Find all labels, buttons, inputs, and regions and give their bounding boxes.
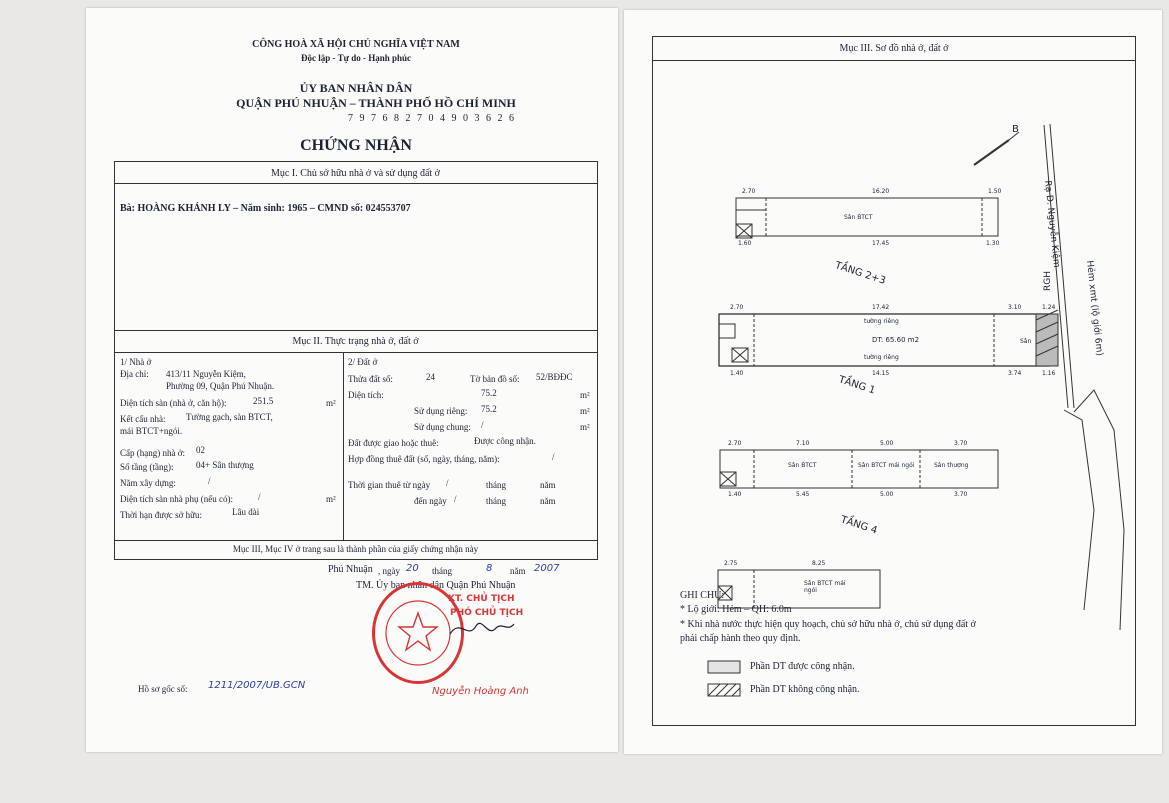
- map-label: Tờ bản đồ số:: [470, 374, 520, 384]
- dimension: 3.74: [1008, 370, 1022, 377]
- north-marker: B: [1012, 124, 1019, 135]
- legend-not-recognized: Phần DT không công nhận.: [750, 684, 860, 695]
- section-1-title: Mục I. Chủ sở hữu nhà ở và sử dụng đất ở: [271, 168, 440, 179]
- year-label: năm: [540, 480, 556, 490]
- notes-title: GHI CHÚ:: [680, 590, 725, 601]
- day-label: , ngày: [378, 566, 400, 576]
- role-2: PHÓ CHỦ TỊCH: [450, 608, 524, 618]
- address-value-2: Phường 09, Quận Phú Nhuận.: [166, 381, 275, 391]
- month-value: 8: [486, 563, 493, 574]
- unit: m²: [580, 422, 590, 432]
- notes-line-1: * Lộ giới: Hẻm – QH: 6.0m: [680, 604, 792, 615]
- land-heading: 2/ Đất ở: [348, 357, 378, 367]
- floors-label: Số tầng (tầng):: [120, 462, 174, 472]
- private-area-label: Sử dụng riêng:: [414, 406, 468, 416]
- grade-label: Cấp (hạng) nhà ở:: [120, 448, 185, 458]
- serial-number: 7 9 7 6 8 2 7 0 4 9 0 3 6 2 6: [348, 113, 516, 124]
- address-value: 413/11 Nguyễn Kiệm,: [166, 369, 246, 379]
- file-number: 1211/2007/UB.GCN: [208, 680, 306, 691]
- signature-scribble: [446, 614, 516, 642]
- allocation-label: Đất được giao hoặc thuê:: [348, 438, 439, 448]
- dimension: 3.10: [1008, 304, 1022, 311]
- dimension: 2.70: [730, 304, 744, 311]
- legend-recognized: Phần DT được công nhận.: [750, 661, 855, 672]
- certificate-title: CHỨNG NHẬN: [300, 137, 412, 154]
- year-label: năm: [510, 566, 526, 576]
- dimension: 1.24: [1042, 304, 1056, 311]
- dimension: 1.40: [728, 491, 742, 498]
- plan-label: Sân BTCT mái ngói: [804, 580, 846, 594]
- notes-line-2: * Khi nhà nước thực hiện quy hoạch, chủ sở hữu nhà ở, chủ sử dụng đất ở: [680, 619, 976, 630]
- term-label: Thời hạn được sở hữu:: [120, 510, 203, 520]
- rgh-label: RGH: [1043, 271, 1053, 291]
- dimension: 5.00: [880, 491, 894, 498]
- dimension: 17.42: [872, 304, 890, 311]
- dimension: 8.25: [812, 560, 826, 567]
- aux-area-label: Diện tích sàn nhà phụ (nếu có):: [120, 494, 233, 504]
- role-1: KT. CHỦ TỊCH: [448, 594, 515, 604]
- on-behalf: TM. Ủy ban nhân dân Quận Phú Nhuận: [356, 580, 516, 591]
- structure-value-2: mái BTCT+ngói.: [120, 426, 183, 436]
- dimension: 17.45: [872, 240, 890, 247]
- year-value: 2007: [534, 563, 560, 574]
- notes-line-3: phải chấp hành theo quy định.: [680, 633, 801, 644]
- lease-contract-label: Hợp đồng thuê đất (số, ngày, tháng, năm):: [348, 454, 500, 464]
- parcel-label: Thửa đất số:: [348, 374, 393, 384]
- month-label: tháng: [486, 480, 506, 490]
- dimension: 1.50: [988, 188, 1002, 195]
- dimension: 7.10: [796, 440, 810, 447]
- plan-area-label: DT: 65.60 m2: [872, 336, 920, 344]
- floor-23-title: TẦNG 2+3: [833, 260, 887, 287]
- section-note: Mục III, Mục IV ở trang sau là thành phần của giấy chứng nhận này: [232, 544, 479, 554]
- year-label: Năm xây dựng:: [120, 478, 176, 488]
- dimension: 14.15: [872, 370, 890, 377]
- lease-contract-value: /: [552, 452, 555, 462]
- dimension: 5.00: [880, 440, 894, 447]
- owner-info: Bà: HOÀNG KHÁNH LY – Năm sinh: 1965 – CMND số: 024553707: [120, 203, 411, 214]
- dimension: 3.70: [954, 491, 968, 498]
- lease-from-value: /: [446, 478, 449, 488]
- plan-label: tường riêng: [864, 318, 899, 325]
- sign-place: Phú Nhuận: [328, 564, 373, 575]
- year-label: năm: [540, 496, 556, 506]
- dimension: 2.75: [724, 560, 738, 567]
- shared-area-label: Sử dụng chung:: [414, 422, 471, 432]
- dimension: 2.70: [742, 188, 756, 195]
- plan-label: Sân: [1020, 338, 1032, 345]
- allocation-value: Được công nhận.: [474, 436, 536, 446]
- grade-value: 02: [196, 445, 205, 455]
- certificate-right-page: [624, 10, 1162, 754]
- floor-area-label: Diện tích sàn (nhà ở, căn hộ):: [120, 398, 227, 408]
- house-heading: 1/ Nhà ở: [120, 357, 152, 367]
- floor-1-title: TẦNG 1: [837, 374, 877, 397]
- structure-value: Tường gạch, sàn BTCT,: [186, 412, 273, 422]
- unit: m²: [580, 406, 590, 416]
- plan-label: Sân thượng: [934, 462, 969, 469]
- day-value: 20: [406, 563, 419, 574]
- plan-label: Sân BTCT mái ngói: [858, 462, 915, 469]
- section-2-title: Mục II. Thực trạng nhà ở, đất ở: [292, 336, 419, 347]
- unit: m²: [326, 398, 336, 408]
- committee-title: ỦY BAN NHÂN DÂN: [299, 81, 413, 95]
- lease-to-value: /: [454, 494, 457, 504]
- lease-to-label: đến ngày: [414, 496, 447, 506]
- private-area-value: 75.2: [481, 404, 497, 414]
- section-3-title: Mục III. Sơ đồ nhà ở, đất ở: [839, 43, 949, 54]
- month-label: tháng: [486, 496, 506, 506]
- district-title: QUẬN PHÚ NHUẬN – THÀNH PHỐ HỒ CHÍ MINH: [236, 96, 516, 110]
- plan-label: Sân BTCT: [788, 462, 817, 469]
- nation-title: CÔNG HOÀ XÃ HỘI CHỦ NGHĨA VIỆT NAM: [252, 39, 460, 50]
- street-label: Rạ Đ. Nguyễn Kiệm: [1042, 180, 1062, 269]
- year-value: /: [208, 476, 211, 486]
- structure-label: Kết cấu nhà:: [120, 414, 166, 424]
- unit: m²: [326, 494, 336, 504]
- certificate-left-page: [86, 8, 618, 752]
- term-value: Lâu dài: [232, 507, 260, 517]
- dimension: 16.20: [872, 188, 890, 195]
- signer-name: Nguyễn Hoàng Anh: [432, 686, 529, 697]
- plan-label: tường riêng: [864, 354, 899, 361]
- plan-label: Sân BTCT: [844, 214, 873, 221]
- motto: Độc lập - Tự do - Hạnh phúc: [300, 53, 411, 63]
- area-value: 75.2: [481, 388, 497, 398]
- floor-area-value: 251.5: [253, 396, 274, 406]
- floors-value: 04+ Sân thượng: [196, 460, 254, 470]
- alley-label: Hẻm xmt (lộ giới 6m): [1084, 260, 1105, 357]
- dimension: 2.70: [728, 440, 742, 447]
- address-label: Địa chỉ:: [120, 369, 149, 379]
- map-value: 52/BĐĐC: [536, 372, 573, 382]
- dimension: 1.40: [730, 370, 744, 377]
- aux-area-value: /: [258, 492, 261, 502]
- dimension: 1.60: [738, 240, 752, 247]
- dimension: 3.70: [954, 440, 968, 447]
- shared-area-value: /: [481, 420, 484, 430]
- lease-from-label: Thời gian thuê từ ngày: [348, 480, 431, 490]
- parcel-value: 24: [426, 372, 435, 382]
- area-label: Diện tích:: [348, 390, 384, 400]
- month-label: tháng: [432, 566, 452, 576]
- dimension: 1.30: [986, 240, 1000, 247]
- file-label: Hồ sơ gốc số:: [138, 684, 188, 694]
- unit: m²: [580, 390, 590, 400]
- dimension: 5.45: [796, 491, 810, 498]
- dimension: 1.16: [1042, 370, 1056, 377]
- floor-4-title: TẦNG 4: [839, 514, 879, 537]
